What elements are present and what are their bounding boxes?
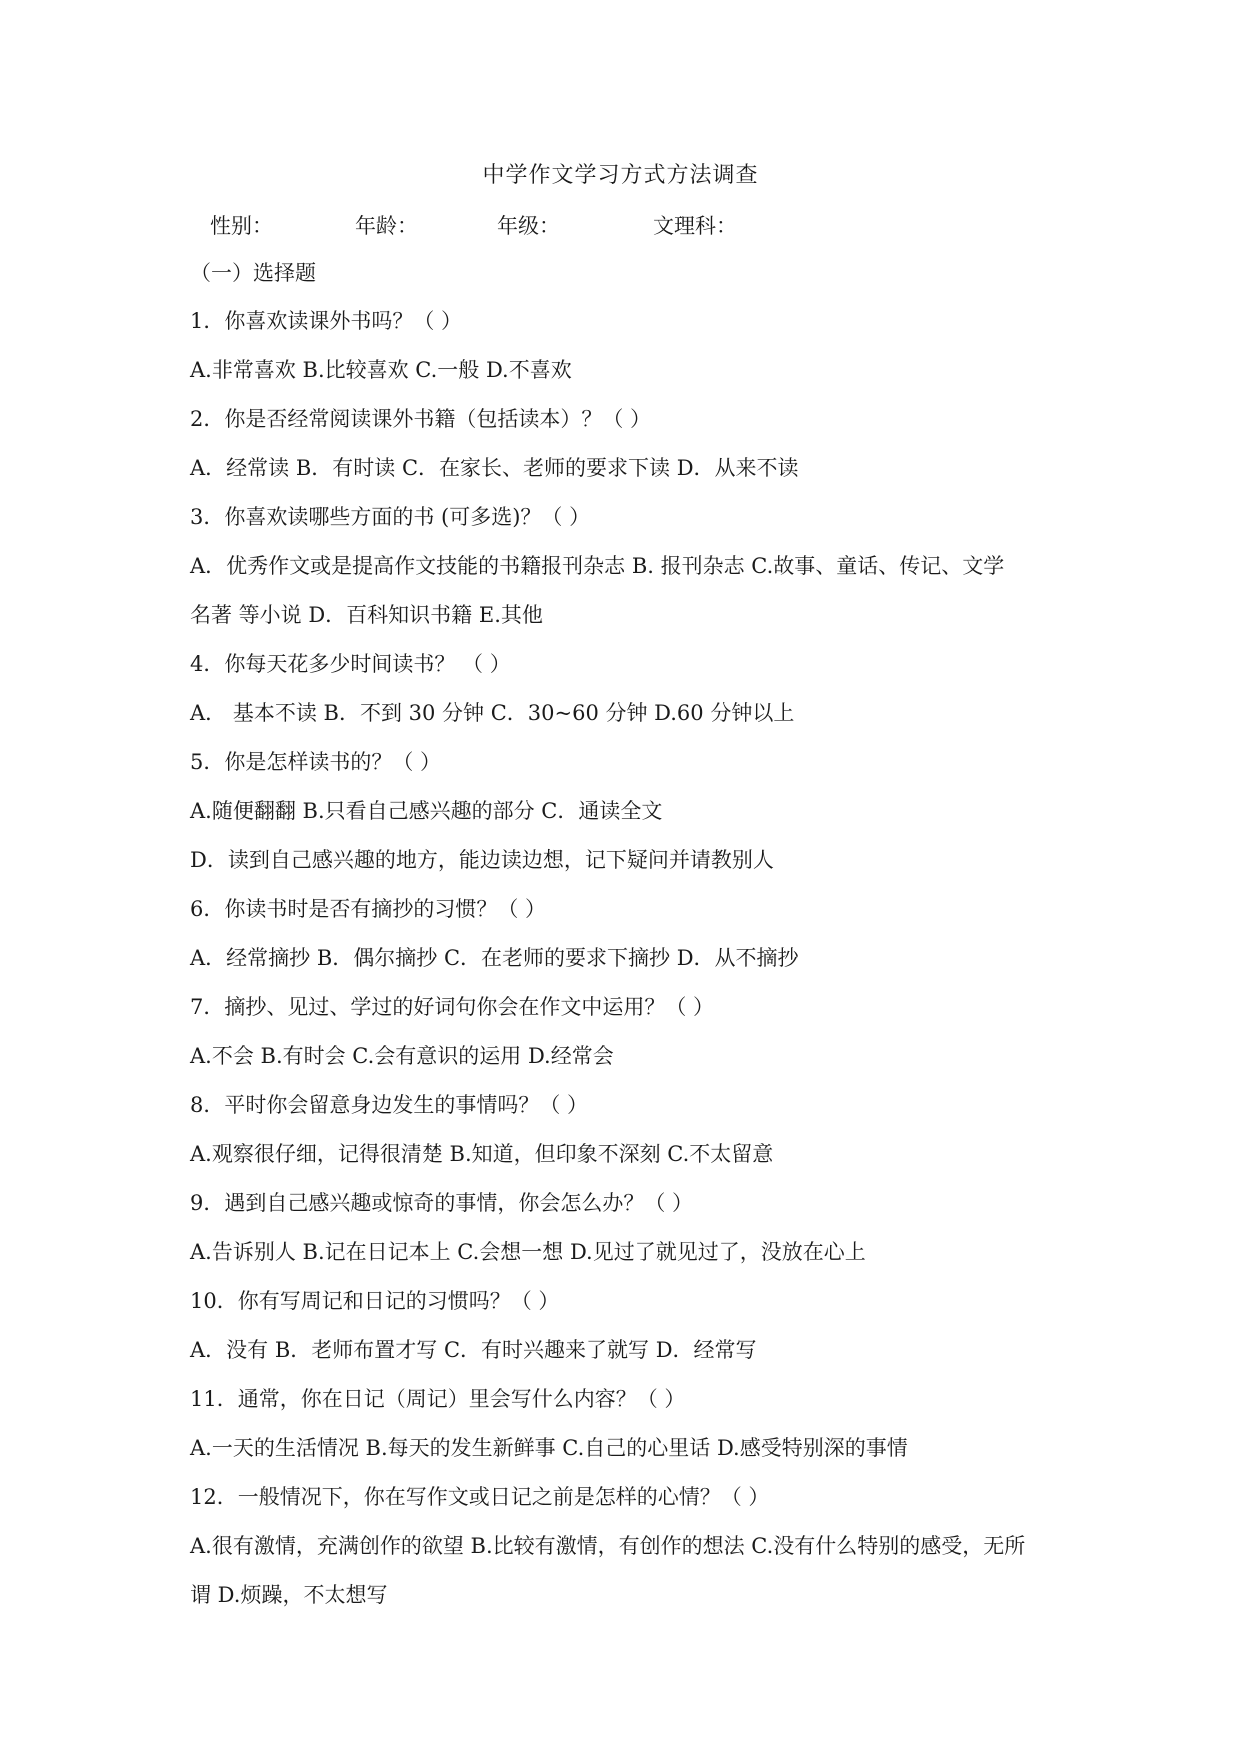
question-11: 11．通常，你在日记（周记）里会写什么内容？（ ） — [190, 1387, 686, 1411]
age-label: 年龄： — [355, 214, 418, 238]
question-9: 9．遇到自己感兴趣或惊奇的事情，你会怎么办？（ ） — [190, 1191, 694, 1215]
options-6: A．经常摘抄 B．偶尔摘抄 C．在老师的要求下摘抄 D．从不摘抄 — [190, 946, 799, 970]
question-4: 4．你每天花多少时间读书？ （ ） — [190, 652, 511, 676]
question-5: 5．你是怎样读书的？（ ） — [190, 750, 442, 774]
options-8: A.观察很仔细，记得很清楚 B.知道，但印象不深刻 C.不太留意 — [190, 1142, 774, 1166]
options-12b: 谓 D.烦躁，不太想写 — [190, 1583, 388, 1607]
question-2: 2．你是否经常阅读课外书籍（包括读本）？（ ） — [190, 407, 652, 431]
question-1: 1．你喜欢读课外书吗？（ ） — [190, 309, 463, 333]
options-9: A.告诉别人 B.记在日记本上 C.会想一想 D.见过了就见过了，没放在心上 — [190, 1240, 866, 1264]
options-12a: A.很有激情，充满创作的欲望 B.比较有激情，有创作的想法 C.没有什么特别的感受，无所 — [190, 1534, 1026, 1558]
options-10: A．没有 B．老师布置才写 C．有时兴趣来了就写 D．经常写 — [190, 1338, 757, 1362]
options-5b: D．读到自己感兴趣的地方，能边读边想，记下疑问并请教别人 — [190, 848, 774, 872]
question-8: 8．平时你会留意身边发生的事情吗？（ ） — [190, 1093, 589, 1117]
page-title: 中学作文学习方式方法调查 — [482, 163, 759, 188]
question-7: 7．摘抄、见过、学过的好词句你会在作文中运用？（ ） — [190, 995, 715, 1019]
options-1: A.非常喜欢 B.比较喜欢 C.一般 D.不喜欢 — [190, 358, 572, 382]
question-6: 6．你读书时是否有摘抄的习惯？（ ） — [190, 897, 547, 921]
options-11: A.一天的生活情况 B.每天的发生新鲜事 C.自己的心里话 D.感受特别深的事情 — [190, 1436, 908, 1460]
options-3a: A．优秀作文或是提高作文技能的书籍报刊杂志 B. 报刊杂志 C.故事、童话、传记、文学 — [190, 554, 1005, 578]
track-label: 文理科： — [653, 214, 737, 238]
options-2: A．经常读 B．有时读 C．在家长、老师的要求下读 D．从来不读 — [190, 456, 799, 480]
options-4: A． 基本不读 B．不到 30 分钟 C．30~60 分钟 D.60 分钟以上 — [190, 701, 795, 725]
gender-label: 性别： — [210, 214, 273, 238]
question-10: 10．你有写周记和日记的习惯吗？（ ） — [190, 1289, 560, 1313]
question-3: 3．你喜欢读哪些方面的书 (可多选)？（ ） — [190, 505, 591, 529]
question-12: 12．一般情况下，你在写作文或日记之前是怎样的心情？（ ） — [190, 1485, 770, 1509]
options-7: A.不会 B.有时会 C.会有意识的运用 D.经常会 — [190, 1044, 614, 1068]
grade-label: 年级： — [497, 214, 560, 238]
options-3b: 名著 等小说 D．百科知识书籍 E.其他 — [190, 603, 543, 627]
options-5a: A.随便翻翻 B.只看自己感兴趣的部分 C．通读全文 — [190, 799, 663, 823]
section-heading: （一）选择题 — [190, 261, 316, 285]
